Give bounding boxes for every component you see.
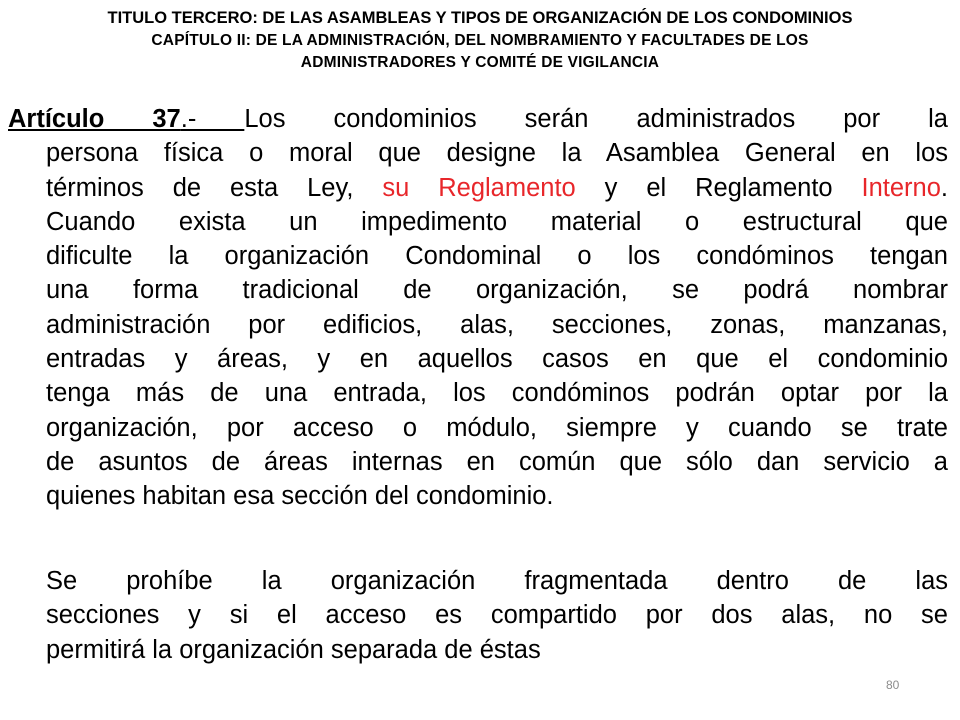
article-separator: .- [180, 105, 245, 133]
article-line: Cuando exista un impedimento material o estructural que [46, 207, 948, 236]
article-text: términos de esta Ley, [46, 173, 383, 202]
article-line: entradas y áreas, y en aquellos casos en que el condominio [46, 345, 948, 374]
article-text: y el Reglamento [575, 173, 862, 202]
article-line [8, 102, 948, 136]
header-title-line: TITULO TERCERO: DE LAS ASAMBLEAS Y TIPOS DE ORGANIZACIÓN DE LOS CONDOMINIOS [107, 9, 853, 27]
article-line: tenga más de una entrada, los condóminos podrán optar por la [46, 379, 948, 408]
header-chapter-line-continued: ADMINISTRADORES Y COMITÉ DE VIGILANCIA [300, 54, 660, 71]
highlighted-text: Interno [861, 173, 941, 202]
paragraph-line: Se prohíbe la organización fragmentada dentro de las [46, 567, 948, 595]
article-line: de asuntos de áreas internas en común que sólo dan servicio a [46, 447, 948, 476]
article-text: . [940, 173, 948, 202]
paragraph-line: permitirá la organización separada de éstas [46, 635, 541, 664]
chapter-header [0, 6, 960, 74]
article-line: administración por edificios, alas, secciones, zonas, manzanas, [46, 310, 948, 339]
article-37 [8, 102, 948, 514]
page-number: 80 [886, 678, 900, 692]
article-line: una forma tradicional de organización, se podrá nombrar [46, 276, 948, 305]
header-chapter-line: CAPÍTULO II: DE LA ADMINISTRACIÓN, DEL NOMBRAMIENTO Y FACULTADES DE LOS [151, 32, 809, 49]
article-text: Los condominios serán administrados por la [244, 105, 948, 133]
article-line: persona física o moral que designe la Asamblea General en los [46, 139, 948, 168]
article-line: quienes habitan esa sección del condominio. [46, 482, 554, 511]
highlighted-text: su Reglamento [382, 173, 576, 202]
article-line: organización, por acceso o módulo, siempre y cuando se trate [46, 413, 948, 442]
article-line: dificulte la organización Condominal o los condóminos tengan [46, 242, 948, 271]
paragraph-line: secciones y si el acceso es compartido por dos alas, no se [46, 601, 948, 630]
article-title: Artículo 37 [8, 105, 181, 133]
second-paragraph [46, 564, 948, 667]
article-line [8, 171, 948, 205]
